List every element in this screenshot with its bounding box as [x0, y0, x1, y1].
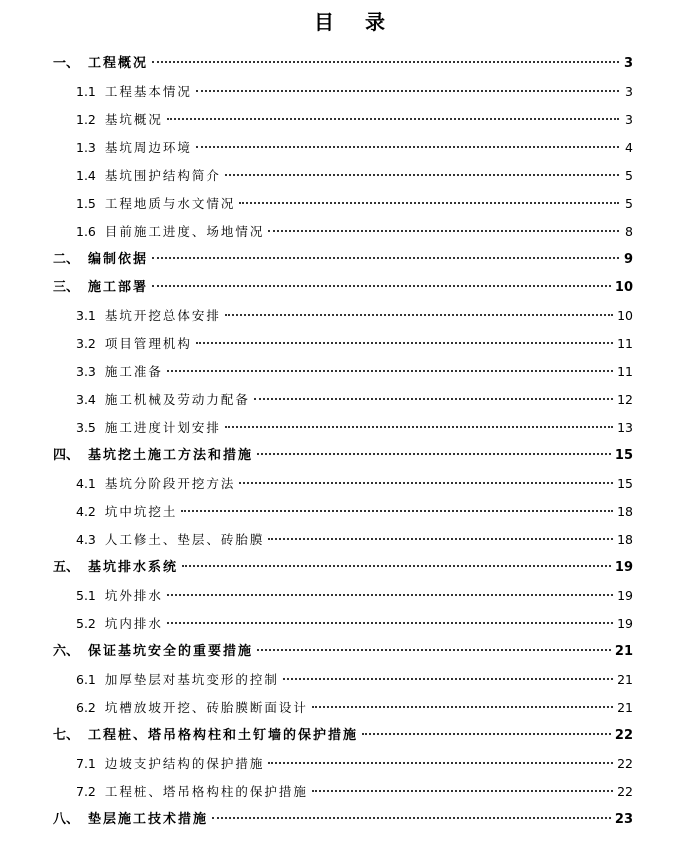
dot-leader: [239, 481, 613, 484]
dot-leader: [362, 732, 611, 735]
dot-leader: [283, 677, 613, 680]
dot-leader: [196, 89, 619, 92]
dot-leader: [225, 173, 619, 176]
toc-entry-number: 5.1: [76, 588, 96, 603]
toc-section-entry[interactable]: [76, 697, 633, 719]
toc-entry-label: 基坑开挖总体安排: [104, 308, 221, 323]
dot-leader: [254, 397, 613, 400]
toc-page-number: 5: [625, 168, 633, 183]
toc-page-number: 22: [617, 784, 633, 799]
toc-entry-label: 目前施工进度、场地情况: [104, 224, 265, 239]
toc-page-number: 21: [614, 644, 633, 659]
toc-section-entry[interactable]: [76, 501, 633, 523]
toc-entry-number: 1.5: [76, 196, 96, 211]
toc-entry-label: 坑中坑挖土: [104, 504, 178, 519]
toc-page-number: 19: [617, 616, 633, 631]
toc-section-entry[interactable]: [76, 361, 633, 383]
toc-entry-label: 坑槽放坡开挖、砖胎膜断面设计: [104, 700, 308, 715]
toc-entry-label: 施工机械及劳动力配备: [104, 392, 250, 407]
toc-entry-label: 坑内排水: [104, 616, 163, 631]
toc-entry-number: 3.2: [76, 336, 96, 351]
toc-entry-number: 4.1: [76, 476, 96, 491]
toc-chapter-entry[interactable]: [53, 641, 633, 663]
dot-leader: [196, 145, 619, 148]
toc-section-entry[interactable]: [76, 417, 633, 439]
toc-page-number: 3: [625, 112, 633, 127]
toc-entry-number: 三、: [53, 280, 80, 295]
toc-chapter-entry[interactable]: [53, 725, 633, 747]
toc-page-number: 21: [617, 672, 633, 687]
toc-page-number: 8: [625, 224, 633, 239]
dot-leader: [225, 425, 613, 428]
toc-entry-label: 施工进度计划安排: [104, 420, 221, 435]
toc-entry-number: 4.3: [76, 532, 96, 547]
toc-entry-number: 一、: [53, 56, 80, 71]
dot-leader: [181, 509, 613, 512]
dot-leader: [152, 60, 619, 63]
dot-leader: [167, 369, 613, 372]
dot-leader: [152, 284, 611, 287]
toc-entry-label: 人工修土、垫层、砖胎膜: [104, 532, 265, 547]
toc-entry-label: 基坑围护结构简介: [104, 168, 221, 183]
toc-page-number: 22: [614, 728, 633, 743]
toc-entry-label: 工程桩、塔吊格构柱和土钉墙的保护措施: [88, 728, 359, 743]
toc-entry-number: 四、: [53, 448, 80, 463]
toc-page-number: 10: [617, 308, 633, 323]
toc-page-number: 9: [623, 252, 633, 267]
toc-entry-number: 五、: [53, 560, 80, 575]
toc-section-entry[interactable]: [76, 669, 633, 691]
dot-leader: [152, 256, 619, 259]
toc-section-entry[interactable]: [76, 193, 633, 215]
toc-section-entry[interactable]: [76, 109, 633, 131]
dot-leader: [167, 593, 613, 596]
toc-page-number: 11: [617, 364, 633, 379]
toc-page-number: 3: [623, 56, 633, 71]
dot-leader: [225, 313, 613, 316]
toc-entry-label: 编制依据: [88, 252, 149, 267]
toc-section-entry[interactable]: [76, 613, 633, 635]
toc-entry-number: 1.3: [76, 140, 96, 155]
toc-entry-number: 六、: [53, 644, 80, 659]
toc-section-entry[interactable]: [76, 333, 633, 355]
toc-chapter-entry[interactable]: [53, 249, 633, 271]
toc-entry-label: 基坑分阶段开挖方法: [104, 476, 236, 491]
toc-section-entry[interactable]: [76, 585, 633, 607]
toc-section-entry[interactable]: [76, 165, 633, 187]
toc-page-number: 12: [617, 392, 633, 407]
toc-section-entry[interactable]: [76, 81, 633, 103]
toc-entry-number: 八、: [53, 812, 80, 827]
toc-section-entry[interactable]: [76, 473, 633, 495]
toc-entry-label: 基坑概况: [104, 112, 163, 127]
toc-entry-label: 工程概况: [88, 56, 149, 71]
toc-page-number: 3: [625, 84, 633, 99]
toc-page-number: 18: [617, 504, 633, 519]
toc-entry-label: 工程桩、塔吊格构柱的保护措施: [104, 784, 308, 799]
toc-entry-number: 5.2: [76, 616, 96, 631]
toc-section-entry[interactable]: [76, 137, 633, 159]
toc-section-entry[interactable]: [76, 753, 633, 775]
toc-page-number: 19: [617, 588, 633, 603]
dot-leader: [167, 117, 619, 120]
toc-entry-number: 3.3: [76, 364, 96, 379]
toc-chapter-entry[interactable]: [53, 445, 633, 467]
toc-entry-label: 保证基坑安全的重要措施: [88, 644, 254, 659]
dot-leader: [268, 761, 613, 764]
toc-page-number: 4: [625, 140, 633, 155]
toc-page-number: 5: [625, 196, 633, 211]
toc-entry-label: 项目管理机构: [104, 336, 192, 351]
toc-entry-number: 1.1: [76, 84, 96, 99]
toc-entry-label: 基坑挖土施工方法和措施: [88, 448, 254, 463]
toc-section-entry[interactable]: [76, 389, 633, 411]
toc-section-entry[interactable]: [76, 529, 633, 551]
dot-leader: [196, 341, 613, 344]
toc-page-number: 23: [614, 812, 633, 827]
toc-page-number: 10: [614, 280, 633, 295]
toc-entry-label: 加厚垫层对基坑变形的控制: [104, 672, 279, 687]
toc-entry-number: 1.4: [76, 168, 96, 183]
toc-chapter-entry[interactable]: [53, 557, 633, 579]
toc-entry-number: 4.2: [76, 504, 96, 519]
dot-leader: [268, 537, 613, 540]
toc-entry-label: 边坡支护结构的保护措施: [104, 756, 265, 771]
toc-entry-label: 坑外排水: [104, 588, 163, 603]
toc-page-number: 13: [617, 420, 633, 435]
toc-section-entry[interactable]: [76, 305, 633, 327]
toc-entry-number: 7.1: [76, 756, 96, 771]
dot-leader: [257, 648, 611, 651]
toc-entry-number: 7.2: [76, 784, 96, 799]
dot-leader: [182, 564, 611, 567]
toc-page-number: 15: [617, 476, 633, 491]
dot-leader: [268, 229, 619, 232]
toc-entry-label: 施工准备: [104, 364, 163, 379]
dot-leader: [312, 705, 613, 708]
toc-entry-number: 七、: [53, 728, 80, 743]
toc-entry-label: 施工部署: [88, 280, 149, 295]
toc-page-number: 15: [614, 448, 633, 463]
toc-chapter-entry[interactable]: [53, 53, 633, 75]
toc-entry-number: 3.5: [76, 420, 96, 435]
dot-leader: [312, 789, 613, 792]
toc-entry-label: 工程地质与水文情况: [104, 196, 236, 211]
toc-entry-number: 3.4: [76, 392, 96, 407]
toc-entry-number: 6.2: [76, 700, 96, 715]
toc-entry-label: 工程基本情况: [104, 84, 192, 99]
toc-entry-number: 1.6: [76, 224, 96, 239]
toc-page-number: 19: [614, 560, 633, 575]
toc-entry-number: 6.1: [76, 672, 96, 687]
dot-leader: [212, 816, 611, 819]
toc-entry-number: 3.1: [76, 308, 96, 323]
toc-entry-number: 二、: [53, 252, 80, 267]
toc-section-entry[interactable]: [76, 221, 633, 243]
toc-page-number: 18: [617, 532, 633, 547]
page-title: 目 录: [314, 10, 397, 34]
toc-section-entry[interactable]: [76, 781, 633, 803]
toc-chapter-entry[interactable]: [53, 277, 633, 299]
toc-entry-number: 1.2: [76, 112, 96, 127]
toc-page-number: 22: [617, 756, 633, 771]
toc-page-number: 21: [617, 700, 633, 715]
toc-chapter-entry[interactable]: [53, 809, 633, 831]
toc-page-number: 11: [617, 336, 633, 351]
dot-leader: [167, 621, 613, 624]
toc-entry-label: 基坑排水系统: [88, 560, 179, 575]
toc-entry-label: 基坑周边环境: [104, 140, 192, 155]
toc-entry-label: 垫层施工技术措施: [88, 812, 209, 827]
dot-leader: [257, 452, 611, 455]
dot-leader: [239, 201, 619, 204]
